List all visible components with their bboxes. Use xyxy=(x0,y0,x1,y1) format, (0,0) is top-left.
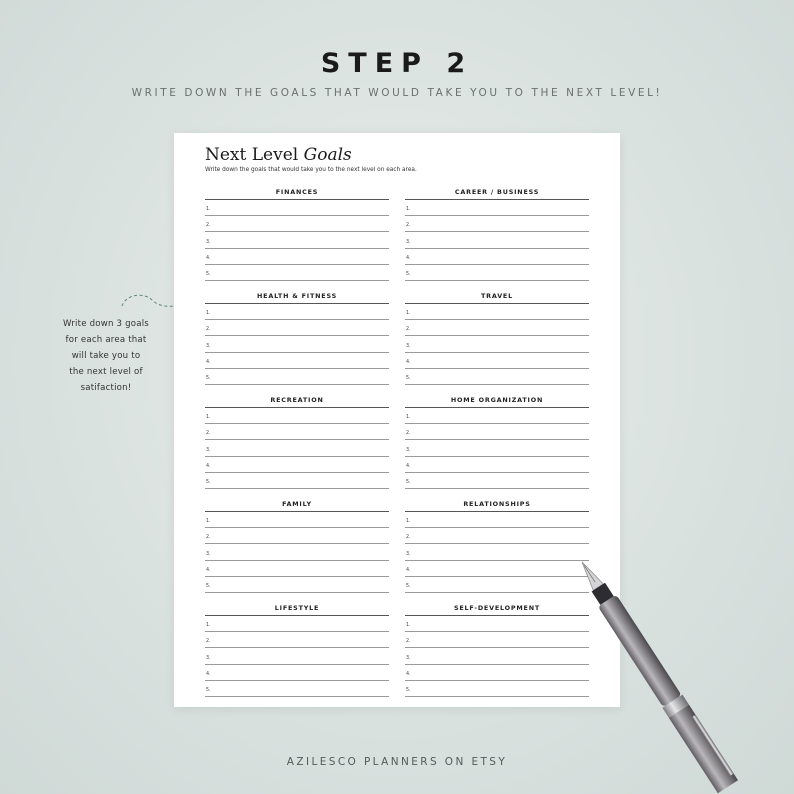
sheet-title-regular: Next Level xyxy=(205,145,304,165)
goal-line[interactable] xyxy=(205,336,389,352)
goal-line[interactable] xyxy=(405,200,589,216)
line-number: 3. xyxy=(206,447,211,453)
sheet-title xyxy=(205,145,352,165)
line-number: 3. xyxy=(206,239,211,245)
section-title: HEALTH & FITNESS xyxy=(205,291,389,304)
line-number: 2. xyxy=(406,431,411,437)
goal-section xyxy=(205,291,389,385)
line-number: 5. xyxy=(406,271,411,277)
line-number: 5. xyxy=(406,687,411,693)
line-number: 3. xyxy=(406,447,411,453)
goal-line[interactable] xyxy=(205,304,389,320)
section-title: CAREER / BUSINESS xyxy=(405,187,589,200)
line-number: 4. xyxy=(206,255,211,261)
goal-line[interactable] xyxy=(405,457,589,473)
line-number: 4. xyxy=(406,463,411,469)
section-title: HOME ORGANIZATION xyxy=(405,395,589,408)
sheet-subtitle: Write down the goals that would take you to the next level on each area. xyxy=(205,167,417,173)
goal-line[interactable] xyxy=(205,369,389,385)
goal-line[interactable] xyxy=(405,632,589,648)
line-number: 3. xyxy=(406,551,411,557)
line-number: 3. xyxy=(206,655,211,661)
goal-line[interactable] xyxy=(205,265,389,281)
goal-line[interactable] xyxy=(405,408,589,424)
goal-line[interactable] xyxy=(205,665,389,681)
goal-section xyxy=(405,499,589,593)
goal-line[interactable] xyxy=(405,561,589,577)
goal-line[interactable] xyxy=(405,473,589,489)
goal-line[interactable] xyxy=(205,528,389,544)
goal-line[interactable] xyxy=(405,320,589,336)
line-number: 3. xyxy=(406,655,411,661)
section-title: FINANCES xyxy=(205,187,389,200)
section-title: FAMILY xyxy=(205,499,389,512)
goal-line[interactable] xyxy=(405,681,589,697)
line-number: 5. xyxy=(206,687,211,693)
line-number: 1. xyxy=(406,415,411,421)
goal-line[interactable] xyxy=(405,544,589,560)
goal-line[interactable] xyxy=(405,616,589,632)
line-number: 1. xyxy=(206,519,211,525)
line-number: 2. xyxy=(406,639,411,645)
line-number: 1. xyxy=(406,207,411,213)
goal-line[interactable] xyxy=(405,232,589,248)
goal-line[interactable] xyxy=(205,512,389,528)
goal-section xyxy=(405,395,589,489)
goal-section xyxy=(405,291,589,385)
line-number: 3. xyxy=(406,343,411,349)
side-note-line: for each area that xyxy=(65,335,147,345)
goal-line[interactable] xyxy=(405,665,589,681)
goal-section xyxy=(205,395,389,489)
goal-line[interactable] xyxy=(205,320,389,336)
line-number: 2. xyxy=(406,327,411,333)
goal-line[interactable] xyxy=(405,336,589,352)
goal-line[interactable] xyxy=(405,249,589,265)
line-number: 1. xyxy=(406,311,411,317)
footer-brand: AZILESCO PLANNERS ON ETSY xyxy=(286,756,508,768)
line-number: 2. xyxy=(206,639,211,645)
line-number: 5. xyxy=(206,271,211,277)
goal-line[interactable] xyxy=(405,424,589,440)
line-number: 3. xyxy=(406,239,411,245)
goal-line[interactable] xyxy=(205,216,389,232)
line-number: 2. xyxy=(406,223,411,229)
step-subtitle: WRITE DOWN THE GOALS THAT WOULD TAKE YOU TO THE NEXT LEVEL! xyxy=(131,87,663,99)
section-title: LIFESTYLE xyxy=(205,603,389,616)
line-number: 2. xyxy=(206,535,211,541)
section-title: TRAVEL xyxy=(405,291,589,304)
goal-line[interactable] xyxy=(405,369,589,385)
goal-line[interactable] xyxy=(205,561,389,577)
line-number: 3. xyxy=(206,343,211,349)
goal-line[interactable] xyxy=(205,249,389,265)
line-number: 1. xyxy=(406,623,411,629)
goal-line[interactable] xyxy=(405,216,589,232)
line-number: 1. xyxy=(206,415,211,421)
goal-line[interactable] xyxy=(205,232,389,248)
goal-line[interactable] xyxy=(405,304,589,320)
line-number: 5. xyxy=(206,479,211,485)
side-note-line: Write down 3 goals xyxy=(63,319,149,329)
line-number: 5. xyxy=(406,583,411,589)
line-number: 4. xyxy=(406,671,411,677)
goal-line[interactable] xyxy=(205,681,389,697)
section-title: SELF-DEVELOPMENT xyxy=(405,603,589,616)
line-number: 1. xyxy=(406,519,411,525)
goal-line[interactable] xyxy=(405,528,589,544)
line-number: 2. xyxy=(206,327,211,333)
line-number: 5. xyxy=(206,583,211,589)
goal-line[interactable] xyxy=(205,577,389,593)
goal-section xyxy=(205,187,389,281)
goal-line[interactable] xyxy=(405,512,589,528)
step-title: STEP 2 xyxy=(320,48,474,79)
line-number: 4. xyxy=(406,567,411,573)
goal-line[interactable] xyxy=(205,648,389,664)
line-number: 2. xyxy=(406,535,411,541)
line-number: 4. xyxy=(206,463,211,469)
line-number: 1. xyxy=(206,311,211,317)
goal-line[interactable] xyxy=(205,200,389,216)
goal-line[interactable] xyxy=(205,632,389,648)
line-number: 1. xyxy=(206,623,211,629)
sheet-title-italic: Goals xyxy=(303,145,352,165)
goal-line[interactable] xyxy=(205,457,389,473)
line-number: 2. xyxy=(206,431,211,437)
goal-line[interactable] xyxy=(405,353,589,369)
section-title: RELATIONSHIPS xyxy=(405,499,589,512)
line-number: 4. xyxy=(206,359,211,365)
goal-line[interactable] xyxy=(405,440,589,456)
side-note-line: will take you to xyxy=(71,351,141,361)
line-number: 3. xyxy=(206,551,211,557)
side-note-line: satifaction! xyxy=(80,383,132,393)
goal-line[interactable] xyxy=(205,473,389,489)
line-number: 5. xyxy=(206,375,211,381)
planner-sheet xyxy=(174,133,620,707)
goal-section xyxy=(405,603,589,697)
line-number: 5. xyxy=(406,479,411,485)
goal-line[interactable] xyxy=(205,408,389,424)
goal-section xyxy=(205,499,389,593)
line-number: 4. xyxy=(206,567,211,573)
goal-line[interactable] xyxy=(405,577,589,593)
goal-line[interactable] xyxy=(205,616,389,632)
goal-line[interactable] xyxy=(205,440,389,456)
line-number: 4. xyxy=(206,671,211,677)
goal-line[interactable] xyxy=(405,265,589,281)
line-number: 2. xyxy=(206,223,211,229)
line-number: 5. xyxy=(406,375,411,381)
side-note xyxy=(50,316,162,396)
goal-line[interactable] xyxy=(205,424,389,440)
goal-section xyxy=(405,187,589,281)
line-number: 4. xyxy=(406,255,411,261)
goal-line[interactable] xyxy=(205,544,389,560)
goal-line[interactable] xyxy=(205,353,389,369)
line-number: 1. xyxy=(206,207,211,213)
goal-line[interactable] xyxy=(405,648,589,664)
line-number: 4. xyxy=(406,359,411,365)
goal-section xyxy=(205,603,389,697)
section-title: RECREATION xyxy=(205,395,389,408)
side-note-line: the next level of xyxy=(69,367,143,377)
